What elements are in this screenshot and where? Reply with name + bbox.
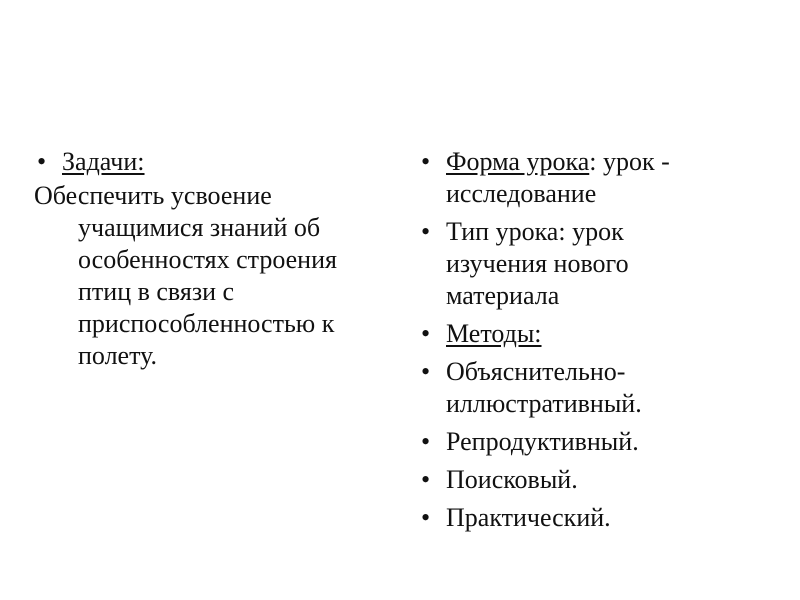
method-label: Поисковый.: [446, 465, 578, 494]
tasks-heading-item: [34, 146, 374, 178]
left-column: [34, 146, 374, 372]
methods-heading-item: [418, 318, 718, 350]
methods-heading: Методы:: [446, 319, 542, 348]
method-item: [418, 464, 718, 496]
bullet-icon: •: [421, 503, 431, 532]
lesson-form-value: : урок -: [589, 147, 670, 176]
lesson-form-item: [418, 146, 718, 210]
method-item: [418, 356, 718, 420]
tasks-paragraph-line: особенностях строения: [78, 245, 337, 274]
lesson-form-label: Форма урока: [446, 147, 590, 176]
method-label-cont: иллюстративный.: [446, 389, 642, 418]
method-label: Объяснительно-: [446, 357, 626, 386]
tasks-paragraph-line: Обеспечить усвоение: [34, 181, 272, 210]
right-column: [418, 146, 718, 534]
bullet-icon: •: [421, 217, 431, 246]
lesson-type-line: Тип урока: урок: [446, 217, 624, 246]
bullet-icon: •: [421, 465, 431, 494]
tasks-paragraph: [34, 180, 374, 372]
bullet-icon: •: [421, 147, 431, 176]
tasks-paragraph-line: приспособленностью к: [78, 309, 335, 338]
method-item: [418, 502, 718, 534]
method-label: Практический.: [446, 503, 611, 532]
method-item: [418, 426, 718, 458]
bullet-icon: •: [421, 427, 431, 456]
bullet-icon: •: [37, 147, 47, 176]
lesson-type-line: материала: [446, 281, 560, 310]
bullet-icon: •: [421, 357, 431, 386]
lesson-type-line: изучения нового: [446, 249, 629, 278]
lesson-form-value-cont: исследование: [446, 179, 597, 208]
lesson-type-item: [418, 216, 718, 312]
tasks-paragraph-line: полету.: [78, 341, 158, 370]
tasks-paragraph-line: птиц в связи с: [78, 277, 235, 306]
tasks-heading: Задачи:: [62, 147, 145, 176]
bullet-icon: •: [421, 319, 431, 348]
tasks-paragraph-line: учащимися знаний об: [78, 213, 321, 242]
method-label: Репродуктивный.: [446, 427, 639, 456]
